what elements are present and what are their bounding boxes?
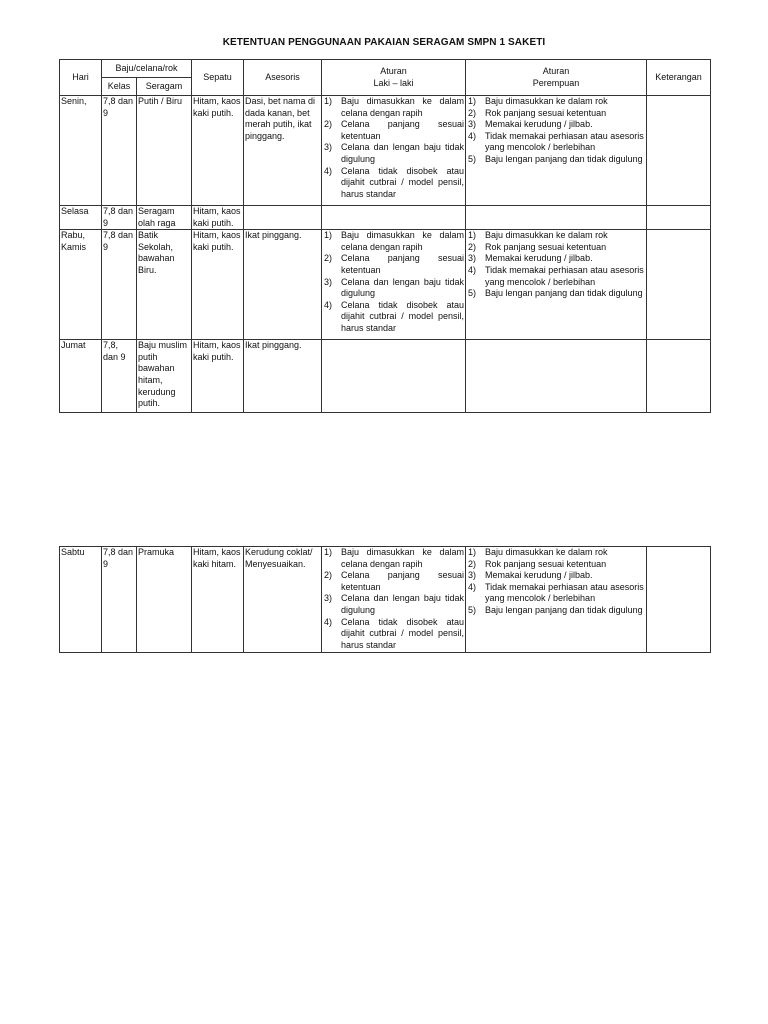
rule-item: Rok panjang sesuai ketentuan bbox=[485, 107, 607, 118]
rule-item: Celana panjang sesuai ketentuan bbox=[341, 253, 465, 275]
rule-item: Baju dimasukkan ke dalam rok bbox=[485, 230, 608, 241]
header-laki-label: Laki – laki bbox=[373, 77, 414, 88]
cell-laki bbox=[322, 547, 466, 653]
header-asesoris: Asesoris bbox=[244, 60, 322, 96]
cell-perempuan bbox=[466, 206, 647, 230]
table-row bbox=[60, 547, 711, 653]
rule-item: Memakai kerudung / jilbab. bbox=[485, 570, 593, 581]
cell-laki bbox=[322, 96, 466, 206]
cell-sepatu: Hitam, kaos kaki putih. bbox=[192, 230, 244, 340]
rule-item: Tidak memakai perhiasan atau asesoris yang mencolok / berlebihan bbox=[485, 264, 644, 287]
header-keterangan: Keterangan bbox=[647, 60, 711, 96]
rule-item: Tidak memakai perhiasan atau asesoris yang mencolok / berlebihan bbox=[485, 130, 644, 153]
rule-item: Celana dan lengan baju tidak digulung bbox=[341, 276, 465, 299]
cell-seragam: Pramuka bbox=[137, 547, 192, 653]
header-kelas: Kelas bbox=[102, 78, 137, 96]
rules-list-perempuan bbox=[467, 96, 645, 166]
cell-laki bbox=[322, 340, 466, 413]
sabtu-rules-table bbox=[59, 546, 711, 653]
cell-perempuan bbox=[466, 230, 647, 340]
cell-perempuan bbox=[466, 96, 647, 206]
cell-hari: Jumat bbox=[60, 340, 102, 413]
cell-sepatu: Hitam, kaos kaki putih. bbox=[192, 206, 244, 230]
cell-keterangan bbox=[647, 96, 711, 206]
cell-asesoris: Kerudung coklat/ Menyesuaikan. bbox=[244, 547, 322, 653]
header-sepatu: Sepatu bbox=[192, 60, 244, 96]
rule-item: Baju dimasukkan ke dalam celana dengan rapih bbox=[341, 96, 465, 118]
cell-hari: Rabu, Kamis bbox=[60, 230, 102, 340]
cell-asesoris: Dasi, bet nama di dada kanan, bet merah putih, ikat pinggang. bbox=[244, 96, 322, 206]
cell-hari: Selasa bbox=[60, 206, 102, 230]
rule-item: Celana dan lengan baju tidak digulung bbox=[341, 593, 464, 615]
rule-item: Baju dimasukkan ke dalam rok bbox=[485, 547, 608, 557]
rule-item: Celana tidak disobek atau dijahit cutbrai / model pensil, harus standar bbox=[341, 299, 465, 333]
cell-kelas: 7,8 dan 9 bbox=[102, 206, 137, 230]
rule-item: Baju lengan panjang dan tidak digulung bbox=[485, 288, 643, 299]
rule-item: Celana panjang sesuai ketentuan bbox=[341, 119, 465, 141]
rules-list-perempuan bbox=[467, 547, 645, 617]
rule-item: Memakai kerudung / jilbab. bbox=[485, 119, 593, 130]
cell-sepatu: Hitam, kaos kaki hitam. bbox=[192, 547, 244, 653]
cell-sepatu: Hitam, kaos kaki putih. bbox=[192, 340, 244, 413]
rule-item: Rok panjang sesuai ketentuan bbox=[485, 241, 607, 252]
rules-list-perempuan bbox=[467, 230, 645, 300]
rule-item: Tidak memakai perhiasan atau asesoris yang mencolok / berlebihan bbox=[485, 581, 644, 604]
uniform-rules-table bbox=[59, 59, 711, 413]
cell-hari: Senin, bbox=[60, 96, 102, 206]
cell-kelas: 7,8 dan 9 bbox=[102, 547, 137, 653]
document-title: KETENTUAN PENGGUNAAN PAKAIAN SERAGAM SMPN 1 SAKETI bbox=[222, 37, 546, 48]
cell-kelas: 7,8 dan 9 bbox=[102, 230, 137, 340]
cell-keterangan bbox=[647, 206, 711, 230]
rules-list-laki bbox=[323, 547, 464, 651]
header-perempuan-label: Perempuan bbox=[532, 77, 580, 88]
header-aturan-perempuan bbox=[466, 60, 647, 96]
header-aturan-laki bbox=[322, 60, 466, 96]
cell-seragam: Seragam olah raga bbox=[137, 206, 192, 230]
rule-item: Memakai kerudung / jilbab. bbox=[485, 253, 593, 264]
table-row bbox=[60, 206, 711, 230]
rules-list-laki bbox=[323, 96, 464, 200]
rule-item: Celana panjang sesuai ketentuan bbox=[341, 570, 464, 592]
header-aturan-label: Aturan bbox=[380, 65, 407, 76]
rule-item: Baju lengan panjang dan tidak digulung bbox=[485, 153, 643, 164]
cell-asesoris bbox=[244, 206, 322, 230]
rule-item: Baju lengan panjang dan tidak digulung bbox=[485, 604, 643, 615]
rule-item: Baju dimasukkan ke dalam celana dengan rapih bbox=[341, 547, 464, 569]
rule-item: Baju dimasukkan ke dalam celana dengan rapih bbox=[341, 230, 465, 252]
cell-perempuan bbox=[466, 340, 647, 413]
rule-item: Celana tidak disobek atau dijahit cutbrai / model pensil, harus standar bbox=[341, 616, 464, 650]
table-row bbox=[60, 96, 711, 206]
cell-keterangan bbox=[647, 340, 711, 413]
table-row bbox=[60, 230, 711, 340]
rule-item: Celana tidak disobek atau dijahit cutbrai / model pensil, harus standar bbox=[341, 165, 465, 199]
cell-keterangan bbox=[647, 547, 711, 653]
header-baju-celana-rok: Baju/celana/rok bbox=[102, 60, 192, 78]
cell-laki bbox=[322, 230, 466, 340]
rules-list-laki bbox=[323, 230, 464, 334]
cell-keterangan bbox=[647, 230, 711, 340]
cell-asesoris: Ikat pinggang. bbox=[244, 340, 322, 413]
rule-item: Celana dan lengan baju tidak digulung bbox=[341, 142, 465, 164]
cell-kelas: 7,8 dan 9 bbox=[102, 96, 137, 206]
header-hari: Hari bbox=[60, 60, 102, 96]
cell-hari: Sabtu bbox=[60, 547, 102, 653]
cell-seragam: Putih / Biru bbox=[137, 96, 192, 206]
header-seragam: Seragam bbox=[137, 78, 192, 96]
header-aturan-label: Aturan bbox=[542, 65, 570, 76]
rule-item: Rok panjang sesuai ketentuan bbox=[485, 558, 607, 569]
cell-seragam: Baju muslim putih bawahan hitam, kerudung putih. bbox=[137, 340, 192, 413]
rule-item: Baju dimasukkan ke dalam rok bbox=[485, 96, 608, 106]
cell-laki bbox=[322, 206, 466, 230]
cell-sepatu: Hitam, kaos kaki putih. bbox=[192, 96, 244, 206]
table-row bbox=[60, 340, 711, 413]
cell-perempuan bbox=[466, 547, 647, 653]
cell-seragam: Batik Sekolah, bawahan Biru. bbox=[137, 230, 192, 340]
cell-kelas: 7,8, dan 9 bbox=[102, 340, 137, 413]
cell-asesoris: Ikat pinggang. bbox=[244, 230, 322, 340]
